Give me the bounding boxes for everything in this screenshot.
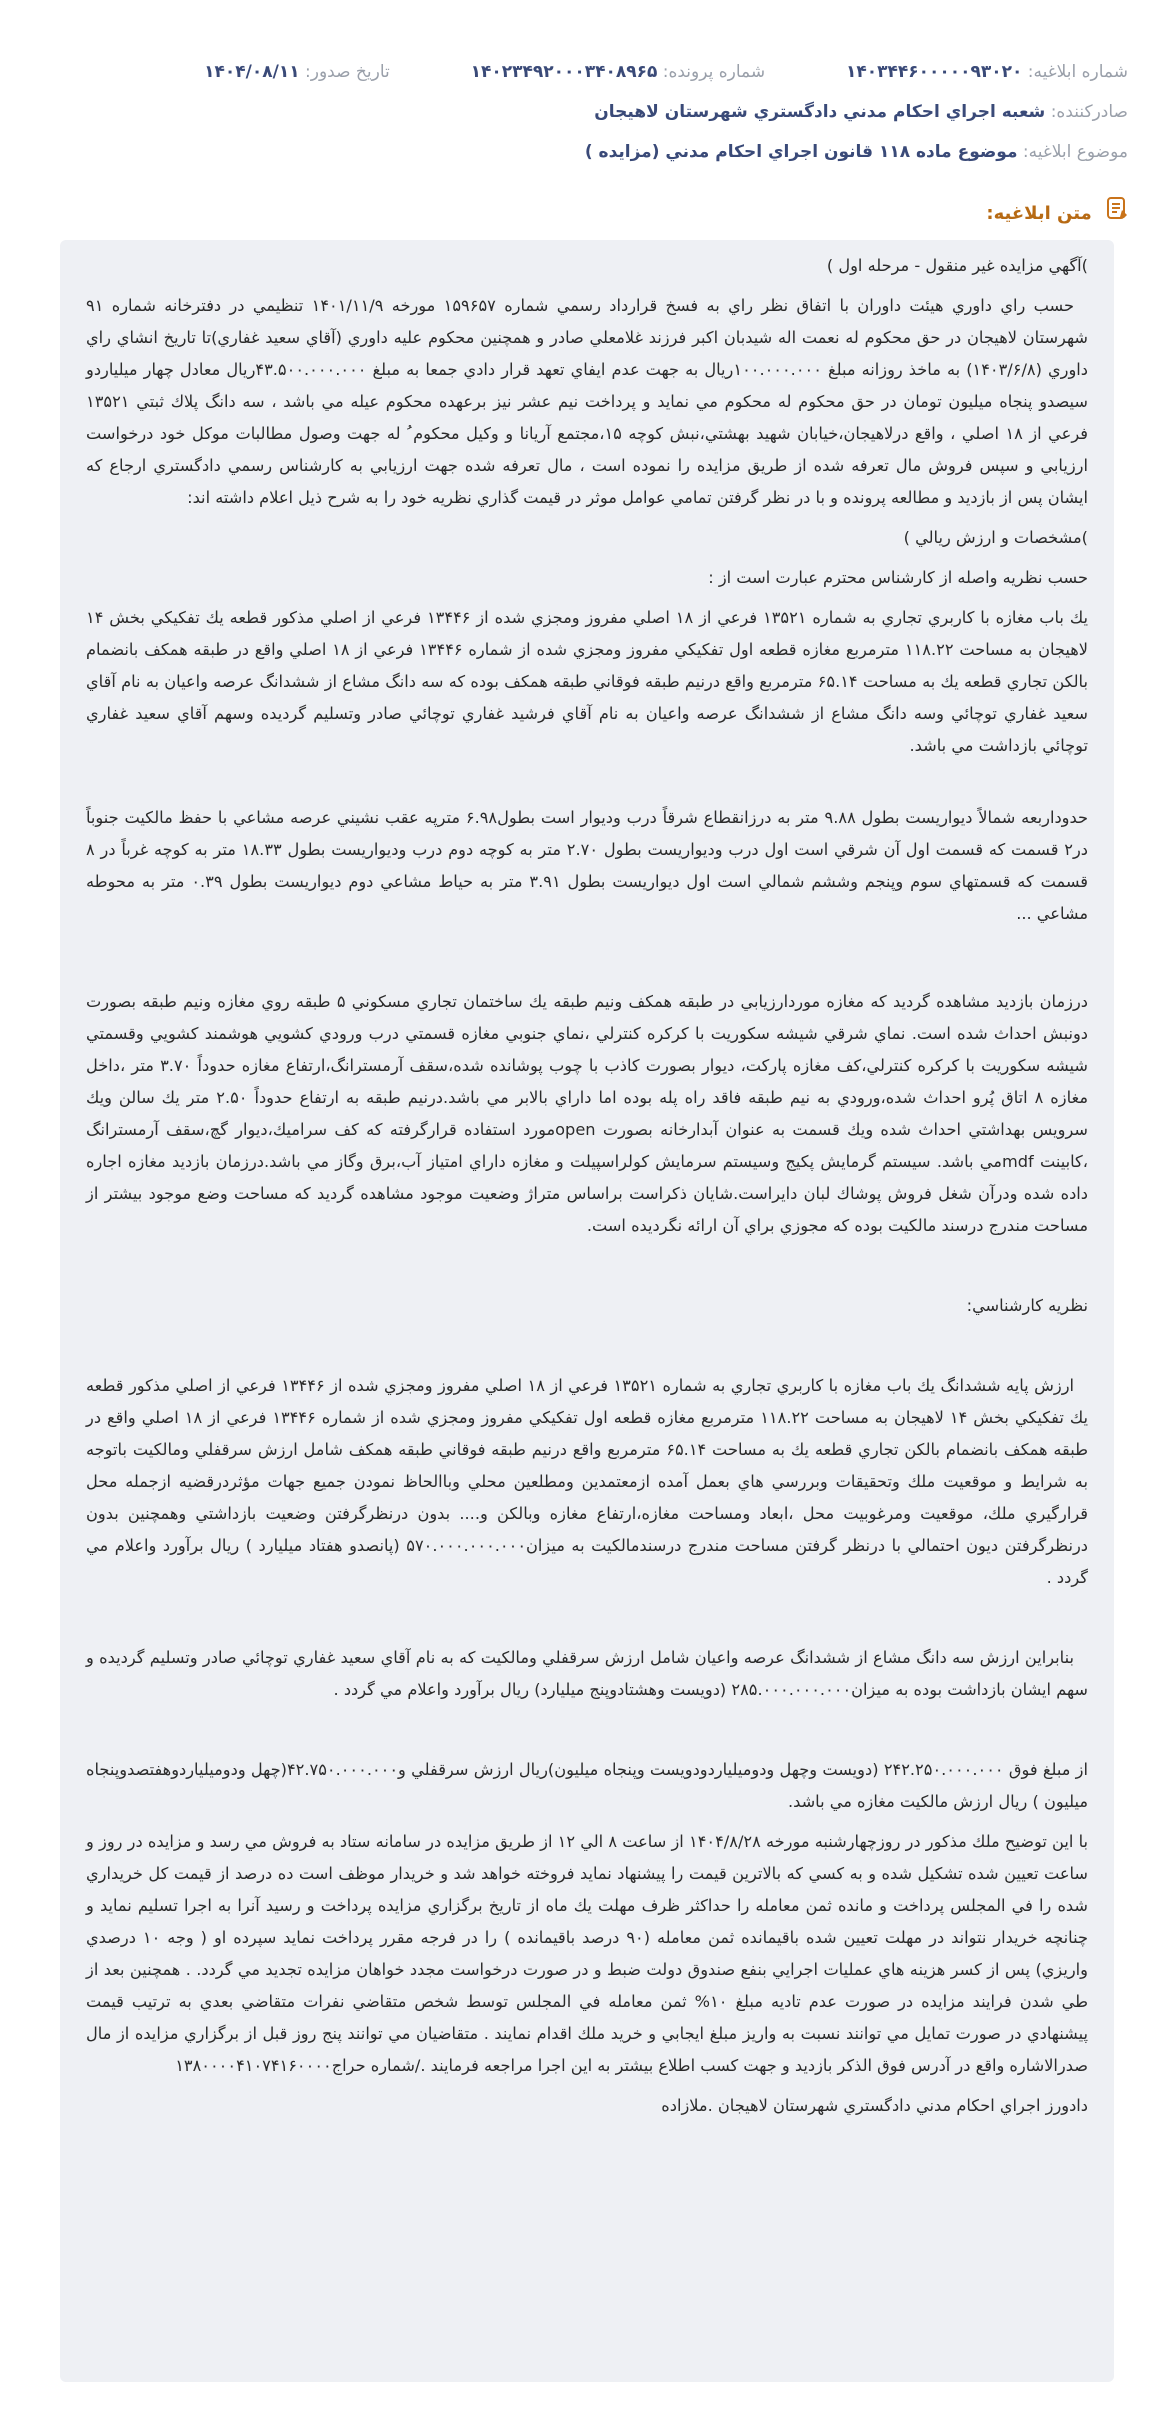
- case-number-value: ۱۴۰۲۳۴۹۲۰۰۰۳۴۰۸۹۶۵: [470, 62, 658, 82]
- subject-value: موضوع ماده ۱۱۸ قانون اجراي احكام مدني (مزايده ): [584, 142, 1018, 162]
- notice-number-value: ۱۴۰۳۴۴۶۰۰۰۰۰۹۳۰۲۰: [845, 62, 1023, 82]
- body-paragraph-boundaries: حدوداربعه شمالاً ديواريست بطول ۹.۸۸ متر به درزانقطاع شرقاً درب وديوار است بطول۶.۹۸ مترپه عقب نشيني عرصه مشاعي با حفظ مالكيت جنوباً در۲ قسمت كه قسمت اول آن شرقي است اول درب وديواريست بطول ۲.۷۰ متر به كوچه دوم درب وديواريست بطول ۱۸.۳۳ متر به كوچه غرباً در ۸ قسمت كه قسمتهاي سوم وپنجم وششم شمالي است اول ديواريست بطول ۳.۹۱ متر به حياط مشاعي دوم ديواريست بطول ۰.۳۹ متر به محوطه مشاعي ...: [86, 808, 1089, 923]
- expert-intro: حسب نظريه واصله از كارشناس محترم عبارت است از :: [708, 568, 1088, 587]
- header-row-issuer: [46, 92, 1128, 132]
- issuer-label: صادرکننده:: [1050, 102, 1128, 122]
- header-row-subject: [46, 132, 1128, 172]
- body-paragraph-verdict: حسب راي داوري هيئت داوران با اتفاق نظر راي به فسخ قرارداد رسمي شماره ۱۵۹۶۵۷ مورخه ۱۴۰۱/۱۱/۹ تنظيمي در دفترخانه شماره ۹۱ شهرستان لاهيجان در حق محكوم له نعمت اله شيدبان اكبر فرزند غلامعلي صادر و همچنين محكوم عليه داوري (آقاي سعيد غفاري)تا تاريخ انشاي راي داوري (۱۴۰۳/۶/۸) به ماخذ روزانه مبلغ ۱۰۰.۰۰۰.۰۰۰ريال به جهت عدم ايفاي تعهد قرار دادي جمعا به مبلغ ۴۳.۵۰۰.۰۰۰.۰۰۰ريال معادل چهار ميلياردو سيصدو پنجاه ميليون تومان در حق محكوم له محكوم مي نمايد و پرداخت نيم عشر نيز برعهده محكوم عيله مي باشد ، سه دانگ پلاك ثبتي ۱۳۵۲۱ فرعي از ۱۸ اصلي ، واقع درلاهيجان،خيابان شهيد بهشتي،نبش كوچه ۱۵،مجتمع آريانا و وكيل محكوم ُ له جهت وصول مطالبات موكل خود درخواست ارزيابي و سپس فروش مال تعرفه شده از طريق مزايده را نموده است ، مال تعرفه شده جهت ارزيابي به كارشناس رسمي دادگستري ارجاع كه ايشان پس از بازديد و مطالعه پرونده و با در نظر گرفتن تمامي عوامل موثر در قيمت گذاري نظريه خود را به شرح ذيل اعلام داشته اند:: [86, 296, 1088, 507]
- issuer-value: شعبه اجراي احكام مدني دادگستري شهرستان لاهيجان: [594, 102, 1046, 122]
- body-paragraph-auction-terms: با اين توضيح ملك مذكور در روزچهارشنبه مورخه ۱۴۰۴/۸/۲۸ از ساعت ۸ الي ۱۲ از طريق مزايده در سامانه ستاد به فروش مي رسد و مزايده در روز و ساعت تعيين شده تشكيل شده و به كسي كه بالاترين قيمت را پيشنهاد نمايد فروخته خواهد شد و خريدار موظف است ده درصد از قيمت كل خريداري شده را في المجلس پرداخت و مانده ثمن معامله را حداكثر ظرف مهلت يك ماه از تاريخ برگزاري مزايده پرداخت و رسيد آنرا به اجرا تسليم نمايد و چنانچه خريدار نتواند در مهلت تعيين شده باقيمانده ثمن معامله (۹۰ درصد باقيمانده ) را در فرجه مقرر پرداخت نمايد سپرده او ( وجه ۱۰ درصدي واريزي) پس از كسر هزينه هاي عمليات اجرايي بنفع صندوق دولت ضبط و در صورت درخواست مجدد خواهان مزايده تجديد مي گردد. . همچنين بعد از طي شدن فرايند مزايده در صورت عدم تاديه مبلغ ۱۰% ثمن معامله في المجلس توسط شخص متقاضي نفرات متقاضي بعدي به ترتيب قيمت پيشنهادي در صورت تمايل مي توانند نسبت به واريز مبلغ ايجابي و خريد ملك اقدام نمايند . متقاضيان مي توانند پنج روز قبل از برگزاري مزايده از مال صدرالاشاره واقع در آدرس فوق الذكر بازديد و جهت كسب اطلاع بيشتر به اين اجرا مراجعه فرمايند ./شماره حراج۱۳۸۰۰۰۰۴۱۰۷۴۱۶۰۰۰۰: [86, 1832, 1089, 2075]
- notice-text-heading: [986, 196, 1128, 230]
- subject-label: موضوع ابلاغيه:: [1022, 142, 1128, 162]
- document-icon: [1106, 196, 1128, 232]
- notice-body: [60, 240, 1114, 2382]
- case-number-label: شماره پرونده:: [662, 62, 766, 82]
- body-paragraph-breakdown: از مبلغ فوق ۲۴۲.۲۵۰.۰۰۰.۰۰۰ (دويست وچهل ودوميلياردودويست وپنجاه ميليون)ريال ارزش سرقفلي و۴۲.۷۵۰.۰۰۰.۰۰۰(چهل ودوميلياردوهفتصدوپنجاه ميليون ) ريال ارزش مالكيت مغازه مي باشد.: [86, 1760, 1088, 1811]
- auction-title: )آگهي مزايده غير منقول - مرحله اول ): [826, 256, 1088, 275]
- issue-date-value: ۱۴۰۴/۰۸/۱۱: [204, 62, 300, 82]
- notice-number-field: [846, 52, 1128, 92]
- issue-date-field: [204, 52, 390, 92]
- case-number-field: [471, 52, 766, 92]
- notice-text-title: متن ابلاغيه:: [986, 203, 1092, 224]
- body-paragraph-property: يك باب مغازه با كاربري تجاري به شماره ۱۳۵۲۱ فرعي از ۱۸ اصلي مفروز ومجزي شده از ۱۳۴۴۶ فرعي از اصلي مذكور قطعه يك تفكيكي بخش ۱۴ لاهيجان به مساحت ۱۱۸.۲۲ مترمربع مغازه قطعه اول تفكيكي مفروز ومجزي شده از شماره ۱۳۴۴۶ فرعي از ۱۸ اصلي واقع در طبقه همكف بانضمام بالكن تجاري قطعه يك به مساحت ۶۵.۱۴ مترمربع واقع درنيم طبقه فوقاني طبقه همكف بوده كه سه دانگ مشاع از ششدانگ عرصه واعيان به نام آقاي سعيد غفاري توچائي وسه دانگ مشاع از ششدانگ عرصه واعيان به نام آقاي فرشيد غفاري توچائي صادر وتسليم گرديده وسهم آقاي سعيد غفاري توچائي بازداشت مي باشد.: [86, 608, 1088, 755]
- body-paragraph-inspection: درزمان بازديد مشاهده گرديد كه مغازه موردارزيابي در طبقه همكف ونيم طبقه يك ساختمان تجاري مسكوني ۵ طبقه روي مغازه ونيم طبقه بصورت دونبش احداث شده است. نماي شرقي شيشه سكوريت با كركره كنترلي ،نماي جنوبي مغازه قسمتي درب ورودي كشويي هوشمند كشويي وقسمتي شيشه سكوريت با كركره كنترلي،كف مغازه پاركت، ديوار بصورت كاذب با چوب پوشانده شده،سقف آرمسترانگ،ارتفاع مغازه حدوداً ۳.۷۰ متر ،داخل مغازه ۸ اتاق پُرو احداث شده،ورودي به نيم طبقه فاقد راه پله بوده اما داراي بالابر مي باشد.درنيم طبقه به ارتفاع حدوداً ۲.۵۰ متر يك سالن ويك سرويس بهداشتي احداث شده ويك قسمت به عنوان آبدارخانه بصورت openمورد استفاده قرارگرفته كه كف سراميك،ديوار گچ،سقف آرمسترانگ ،كابينت mdfمي باشد. سيستم گرمايش پكيج وسيستم سرمايش كولراسپيلت و مغازه داراي امتياز آب،برق وگاز مي باشد.درزمان بازديد مغازه اجاره داده شده ودرآن شغل فروش پوشاك لبان دايراست.شايان ذكراست براساس متراژ وضعيت موجود مشاهده گرديد كه مساحت وضع موجود بيشتر از مساحت مندرج درسند مالكيت بوده كه مجوزي براي آن ارائه نگرديده است.: [86, 992, 1088, 1235]
- expert-opinion-heading: نظريه كارشناسي:: [966, 1296, 1088, 1315]
- signature-line: دادورز اجراي احكام مدني دادگستري شهرستان لاهيجان .ملازاده: [661, 2096, 1088, 2115]
- body-paragraph-half-share: بنابراين ارزش سه دانگ مشاع از ششدانگ عرصه واعيان شامل ارزش سرقفلي ومالكيت كه به نام آقاي سعيد غفاري توچائي صادر وتسليم گرديده و سهم ايشان بازداشت بوده به ميزان۲۸۵.۰۰۰.۰۰۰.۰۰۰ (دويست وهشتادوپنج ميليارد) ريال برآورد واعلام مي گردد .: [86, 1648, 1088, 1699]
- notice-number-label: شماره ابلاغيه:: [1027, 62, 1128, 82]
- specs-heading: )مشخصات و ارزش ريالي ): [903, 528, 1088, 547]
- body-paragraph-valuation: ارزش پايه ششدانگ يك باب مغازه با كاربري تجاري به شماره ۱۳۵۲۱ فرعي از ۱۸ اصلي مفروز ومجزي شده از ۱۳۴۴۶ فرعي از اصلي مذكور قطعه يك تفكيكي بخش ۱۴ لاهيجان به مساحت ۱۱۸.۲۲ مترمربع مغازه قطعه اول تفكيكي مفروز ومجزي شده از شماره ۱۳۴۴۶ فرعي از ۱۸ اصلي واقع در طبقه همكف بانضمام بالكن تجاري قطعه يك به مساحت ۶۵.۱۴ مترمربع واقع درنيم طبقه فوقاني طبقه همكف شامل ارزش سرقفلي ومالكيت باتوجه به شرايط و موقعيت ملك وتحقيقات وبررسي هاي بعمل آمده ازمعتمدين ومطلعين محلي وباالحاظ نمودن جميع جهات مؤثردرقضيه ازجمله محل قرارگيري ملك، موقعيت ومرغوبيت محل ،ابعاد ومساحت مغازه،ارتفاع مغازه وبالكن و.... بدون درنظرگرفتن وضعيت بازداشتي وهمچنين بدون درنظرگرفتن ديون احتمالي با درنظر گرفتن مساحت مندرج درسندمالكيت به ميزان۵۷۰.۰۰۰.۰۰۰.۰۰۰ (پانصدو هفتاد ميليارد ) ريال برآورد واعلام مي گردد .: [86, 1376, 1088, 1587]
- issue-date-label: تاريخ صدور:: [305, 62, 390, 82]
- notice-header: [46, 52, 1128, 172]
- header-row-numbers: [46, 52, 1128, 92]
